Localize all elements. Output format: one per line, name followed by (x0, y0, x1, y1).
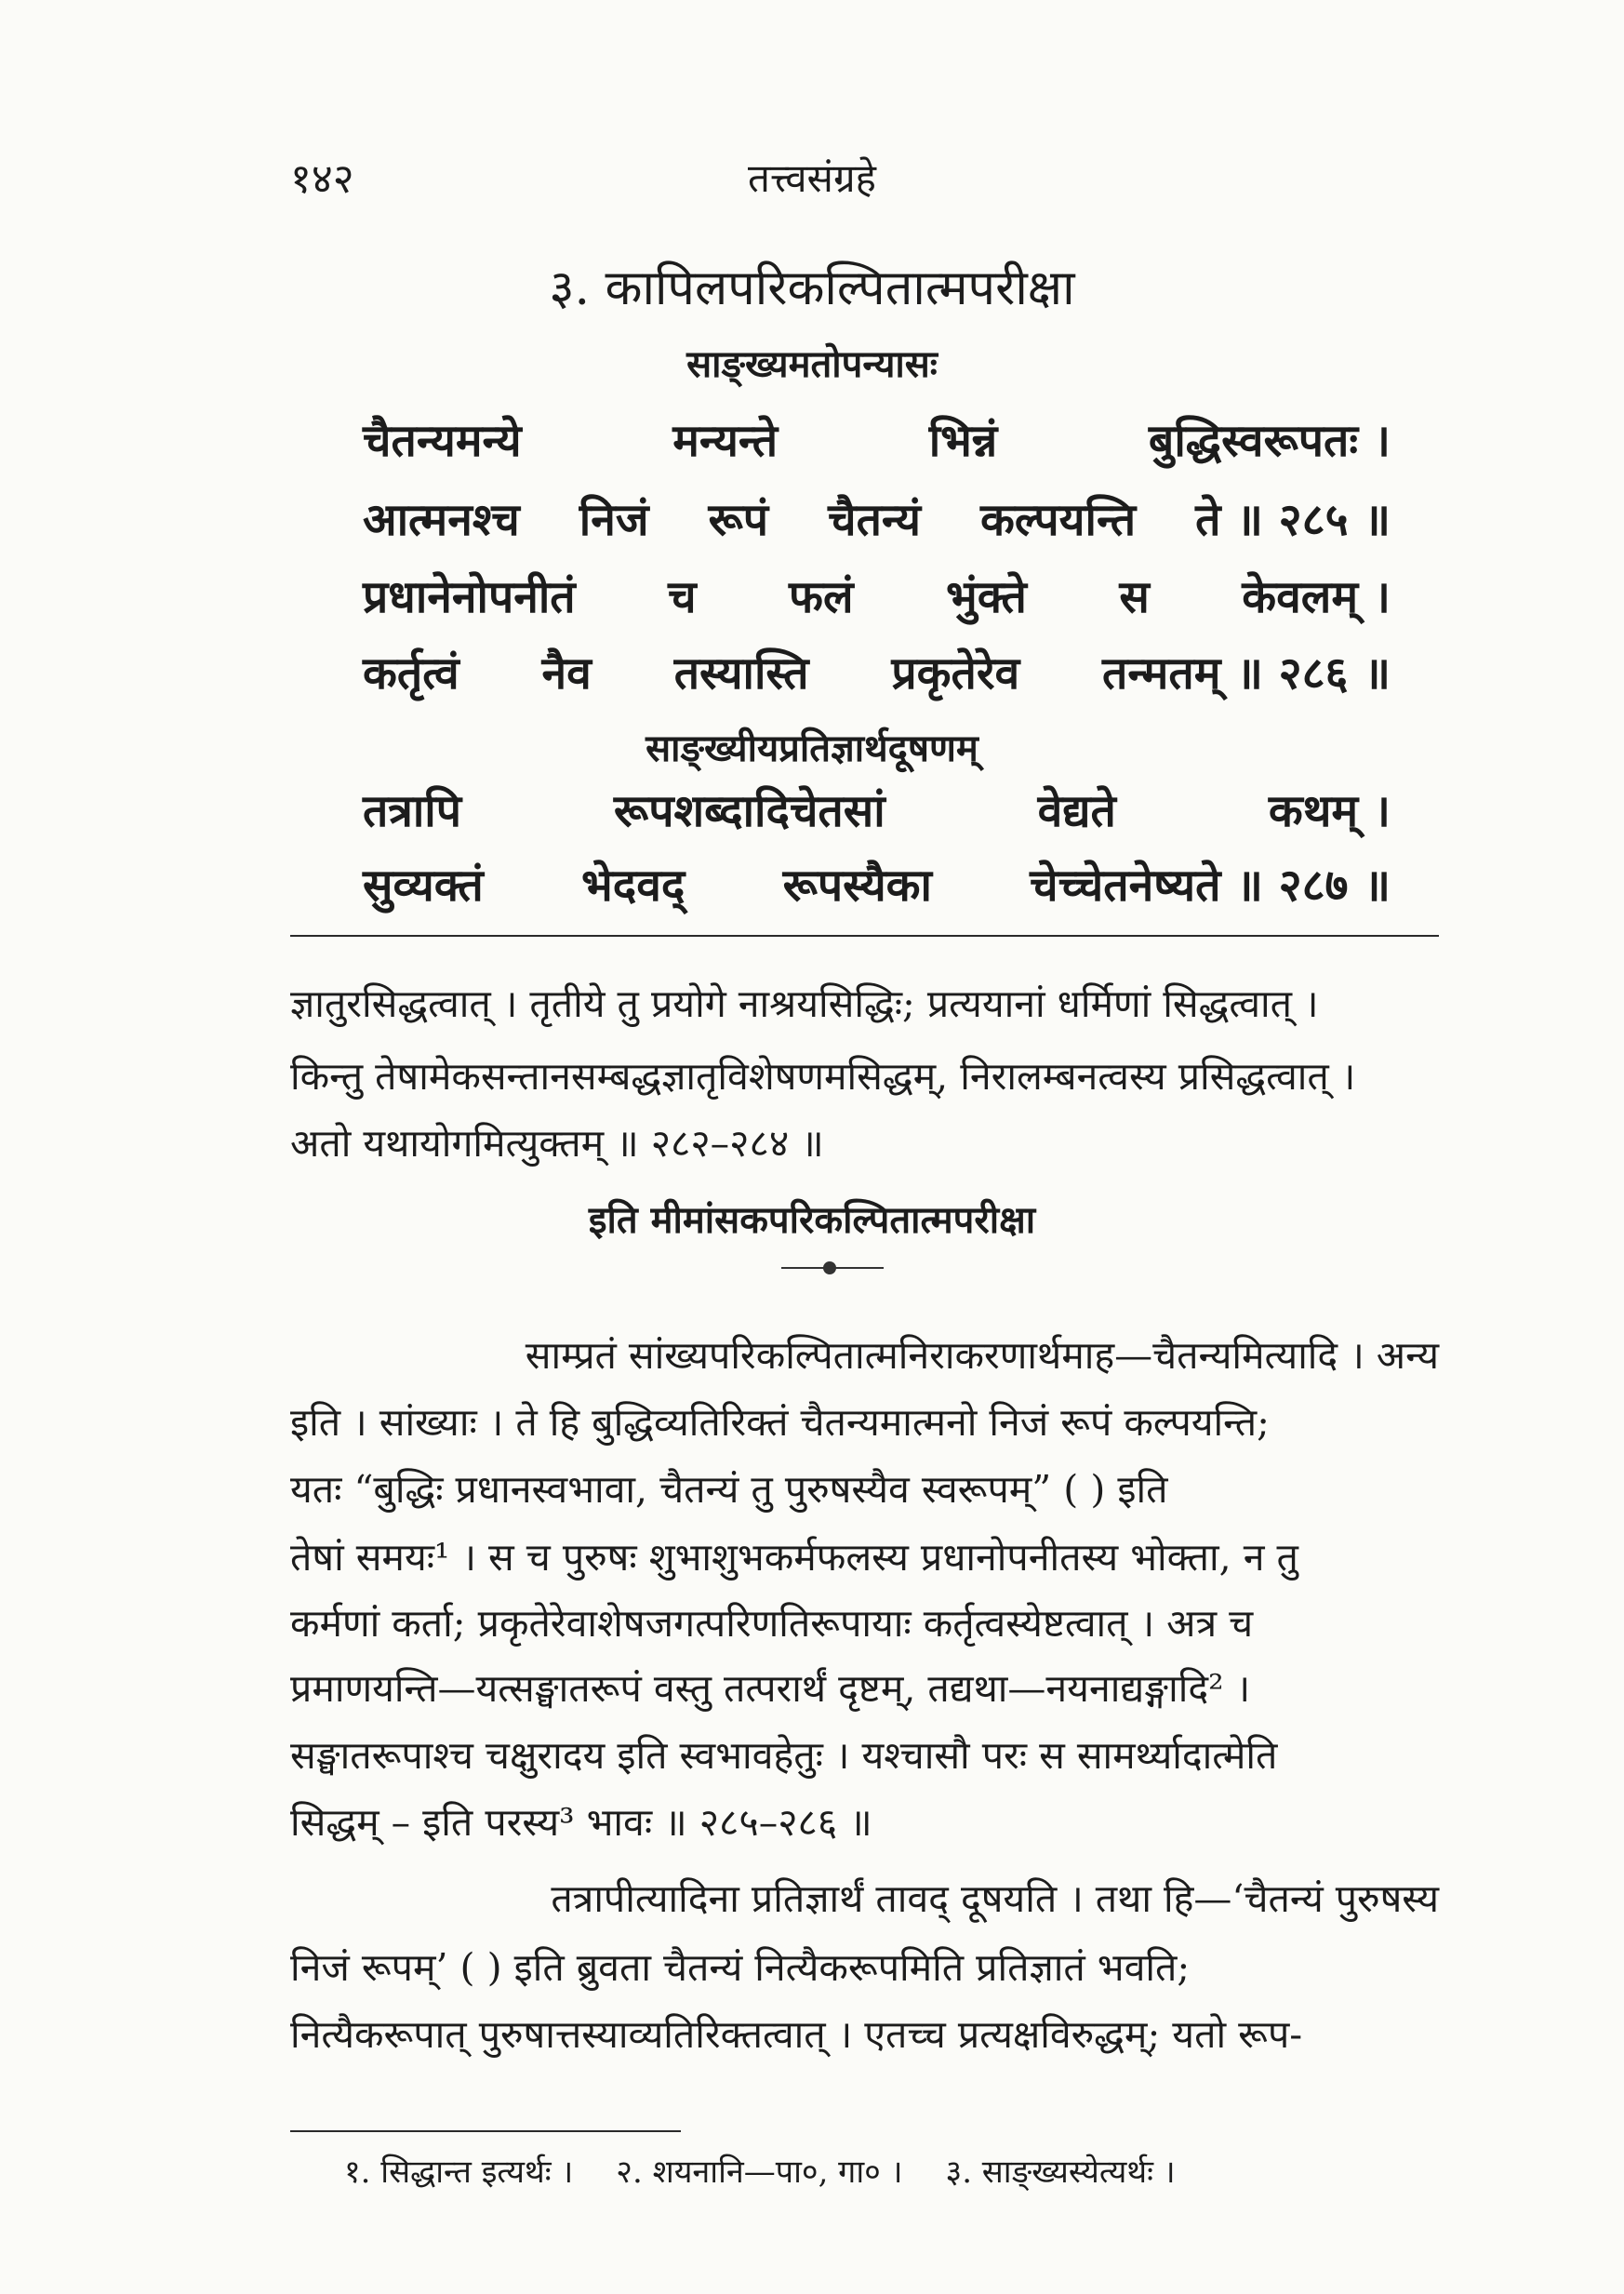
verse-line (363, 642, 1391, 702)
verse-word: वेद्यते (1037, 785, 1116, 837)
verse-word: तत्रापि (363, 785, 461, 837)
verse-word: आत्मनश्च (363, 494, 520, 546)
verse-line (363, 566, 1391, 626)
verse-word: रूपस्यैका (782, 860, 932, 912)
verse-word: स (1119, 571, 1150, 623)
verse-word: निजं (579, 494, 649, 546)
verse-word: प्रकृतेरेव (891, 647, 1020, 700)
commentary-line: यतः “बुद्धिः प्रधानस्वभावा, चैतन्यं तु पुरुषस्यैव स्वरूपम्” ( ) इति (290, 1467, 1168, 1512)
verse-word: रूपशब्दादिचेतसां (613, 785, 885, 837)
footnote-2: २. शयनानि—पा०, गा० । (616, 2154, 903, 2191)
commentary-line (290, 1872, 1439, 1924)
commentary-line: प्रमाणयन्ति—यत्सङ्घातरूपं वस्तु तत्परार्थं दृष्टम्, तद्यथा—नयनाद्यङ्गादि² । (290, 1666, 1251, 1711)
commentary-line: किन्तु तेषामेकसन्तानसम्बद्धज्ञातृविशेषणमसिद्धम्, निरालम्बनत्वस्य प्रसिद्धत्वात् । (290, 1054, 1356, 1099)
commentary-line: ज्ञातुरसिद्धत्वात् । तृतीये तु प्रयोगे नाश्रयसिद्धिः; प्रत्ययानां धर्मिणां सिद्धत्वात् । (290, 981, 1319, 1026)
commentary-line: तेषां समयः¹ । स च पुरुषः शुभाशुभकर्मफलस्य प्रधानोपनीतस्य भोक्ता, न तु (290, 1535, 1298, 1580)
commentary-line: अतो यथायोगमित्युक्तम् ॥ २८२–२८४ ॥ (290, 1121, 824, 1166)
verse-word: चैतन्यं (828, 494, 921, 546)
verse-word: केवलम् । (1242, 571, 1391, 623)
commentary-text: तत्रापीत्यादिना प्रतिज्ञार्थं तावद् दूषयति । तथा हि—‘चैतन्यं पुरुषस्य (551, 1876, 1439, 1921)
running-title: तत्त्वसंग्रहे (748, 155, 876, 201)
verse-line (363, 488, 1391, 549)
section-title: ३. कापिलपरिकल्पितात्मपरीक्षा (549, 260, 1075, 316)
verse-word: भेदवद् (580, 860, 686, 912)
verse-divider (290, 935, 1439, 937)
verse-word: सुव्यक्तं (363, 860, 484, 912)
verse-word: मन्यन्ते (672, 415, 779, 467)
footnote-3: ३. साङ्ख्यस्येत्यर्थः । (945, 2154, 1176, 2191)
verse-word: तस्यास्ति (673, 647, 809, 700)
verse-word: नैव (541, 647, 592, 700)
commentary-line: नित्यैकरूपात् पुरुषात्तस्याव्यतिरिक्तत्वात् । एतच्च प्रत्यक्षविरुद्धम्; यतो रूप- (290, 2012, 1303, 2057)
verse-heading-2: साङ्ख्यीयप्रतिज्ञार्थदूषणम् (646, 727, 978, 770)
commentary-line: इति । सांख्याः । ते हि बुद्धिव्यतिरिक्तं चैतन्यमात्मनो निजं रूपं कल्पयन्ति; (290, 1400, 1270, 1445)
verse-word: भिन्नं (928, 415, 998, 467)
verse-word: बुद्धिस्वरूपतः । (1148, 415, 1391, 467)
verse-word: प्रधानेनोपनीतं (363, 571, 576, 623)
commentary-line: कर्मणां कर्ता; प्रकृतेरेवाशेषजगत्परिणतिरूपायाः कर्तृत्वस्येष्टत्वात् । अत्र च (290, 1601, 1254, 1646)
footnote-divider (290, 2130, 681, 2132)
verse-word: चेच्चेतनेष्यते ॥ २८७ ॥ (1030, 860, 1391, 912)
verse-word: रूपं (708, 494, 769, 546)
verse-word: कथम् । (1268, 785, 1391, 837)
commentary-line: सिद्धम् – इति परस्य³ भावः ॥ २८५–२८६ ॥ (290, 1800, 872, 1845)
verse-word: फलं (789, 571, 854, 623)
verse-heading-1: साङ्ख्यमतोपन्यासः (686, 342, 938, 386)
footnotes (344, 2149, 1176, 2192)
commentary-line: निजं रूपम्’ ( ) इति ब्रुवता चैतन्यं नित्यैकरूपमिति प्रतिज्ञातं भवति; (290, 1945, 1191, 1990)
ornament-dot (823, 1261, 836, 1274)
commentary-text: साम्प्रतं सांख्यपरिकल्पितात्मनिराकरणार्थमाह—चैतन्यमित्यादि । अन्य (525, 1333, 1439, 1378)
verse-word: भुंक्ते (946, 571, 1027, 623)
verse-line (363, 409, 1391, 470)
footnote-1: १. सिद्धान्त इत्यर्थः । (344, 2154, 574, 2191)
verse-line (363, 780, 1391, 840)
verse-word: कल्पयन्ति (979, 494, 1137, 546)
verse-word: चैतन्यमन्ये (363, 415, 522, 467)
verse-word: ते ॥ २८५ ॥ (1195, 494, 1391, 546)
verse-line (363, 854, 1391, 914)
commentary-line (290, 1328, 1439, 1380)
commentary-line: सङ्घातरूपाश्च चक्षुरादय इति स्वभावहेतुः । यश्चासौ परः स सामर्थ्यादात्मेति (290, 1733, 1278, 1778)
colophon: इति मीमांसकपरिकल्पितात्मपरीक्षा (588, 1198, 1036, 1242)
verse-word: च (668, 571, 697, 623)
verse-word: तन्मतम् ॥ २८६ ॥ (1102, 647, 1391, 700)
page-number: १४२ (290, 155, 354, 203)
verse-word: कर्तृत्वं (363, 647, 459, 700)
